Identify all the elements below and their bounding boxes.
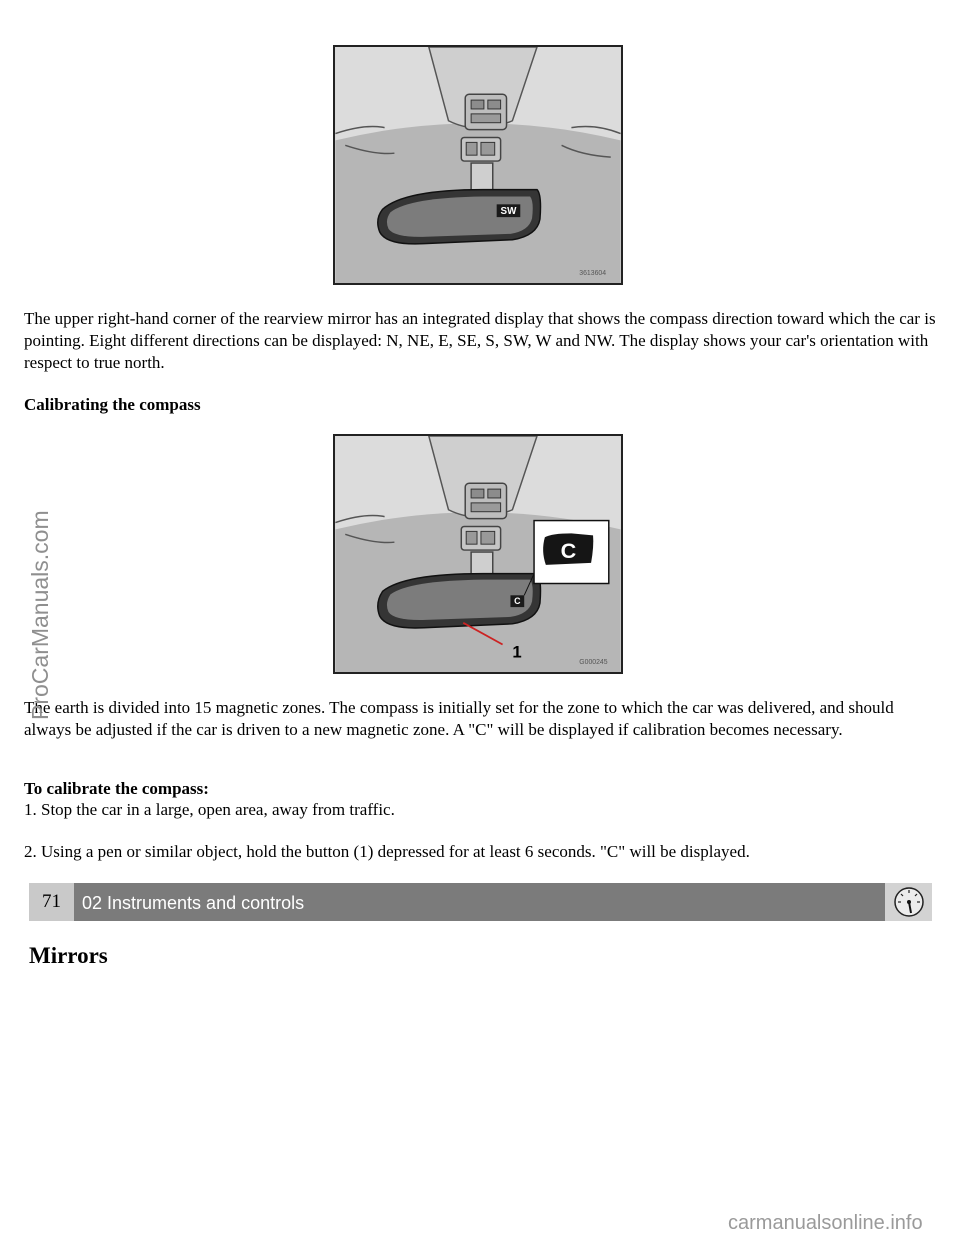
- to-calibrate-heading: To calibrate the compass:: [24, 779, 209, 798]
- page-footer-bar: [29, 883, 932, 921]
- mirror-compass-illustration: [335, 47, 621, 283]
- figure-code: G000245: [579, 659, 608, 667]
- calibrating-heading: Calibrating the compass: [24, 395, 201, 414]
- mirror-display-text: C: [514, 596, 521, 607]
- mirror-calibration-illustration: [335, 436, 621, 672]
- page-number: 71: [29, 883, 74, 921]
- intro-paragraph: The upper right-hand corner of the rearview mirror has an integrated display that shows the compass direction toward which the car is pointing. Eight different directions can be displayed: N, NE, E, SE, S, SW, W and NW. The display shows your car's orientation with respect to true north.: [24, 309, 936, 372]
- step-1: 1. Stop the car in a large, open area, away from traffic.: [24, 800, 395, 819]
- gauge-icon: [885, 883, 932, 921]
- figure-code: 3613604: [579, 270, 607, 278]
- side-watermark: ProCarManuals.com: [27, 510, 53, 720]
- mirrors-heading: Mirrors: [29, 943, 108, 968]
- callout-display-text: C: [560, 537, 577, 563]
- chapter-title: 02 Instruments and controls: [82, 893, 305, 913]
- mirror-display-text: SW: [500, 206, 517, 218]
- step-2: 2. Using a pen or similar object, hold the button (1) depressed for at least 6 seconds. "C" will be displayed.: [24, 842, 750, 861]
- bottom-watermark: carmanualsonline.info: [728, 1212, 923, 1234]
- mirror-compass-figure: [333, 45, 623, 285]
- zones-paragraph: The earth is divided into 15 magnetic zones. The compass is initially set for the zone to which the car was delivered, and should always be adjusted if the car is driven to a new magnetic zone. A "C" will be displayed if calibration becomes necessary.: [24, 698, 894, 739]
- mirror-calibration-figure: [333, 434, 623, 674]
- button-callout-number: 1: [512, 642, 522, 662]
